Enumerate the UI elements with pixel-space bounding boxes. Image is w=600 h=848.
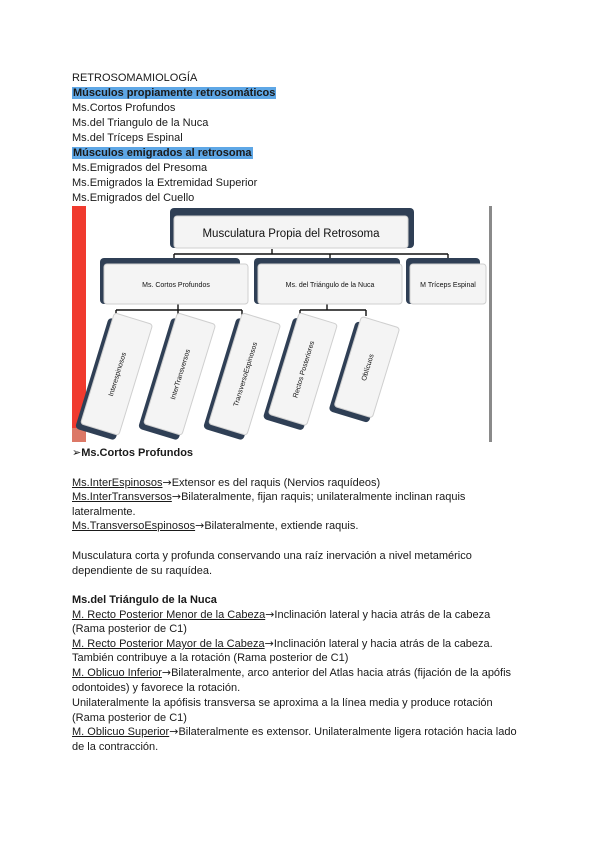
node-triceps-espinal (406, 258, 486, 304)
list-item (72, 490, 465, 504)
section-heading-retrosomaticos (72, 86, 276, 100)
hierarchy-diagram (72, 204, 494, 444)
arrow-icon: → (161, 666, 172, 679)
node-label: Rectos Posteriores (292, 340, 317, 399)
node-label: Ms. Cortos Profundos (142, 282, 210, 289)
muscle-desc: Bilateralmente, extiende raquis. (204, 520, 359, 532)
list-item (72, 637, 493, 651)
section-heading-nuca: Ms.del Triángulo de la Nuca (72, 594, 217, 606)
arrow-icon: → (171, 490, 182, 503)
arrow-bullet-icon: ➢ (72, 447, 82, 459)
node-label: Oblícuos (360, 353, 376, 382)
paragraph-line: dependiente de su raquídea. (72, 565, 213, 577)
list-item (72, 476, 380, 490)
document-title: RETROSOMAMIOLOGÍA (72, 72, 198, 84)
list-item-cont: También contribuye a la rotación (Rama posterior de C1) (72, 652, 349, 664)
arrow-icon: → (195, 519, 205, 532)
muscle-desc: Bilateralmente, fijan raquis; unilateralmente inclinan raquis (181, 491, 466, 503)
muscle-desc: Extensor es del raquis (Nervios raquídeos) (171, 477, 381, 489)
muscle-desc: Inclinación lateral y hacia atrás de la cabeza. (273, 638, 493, 650)
section-heading-emigrados (72, 146, 253, 160)
root-label: Musculatura Propia del Retrosoma (202, 228, 380, 240)
list-item (72, 608, 490, 622)
list-item-cont: odontoides) y favorece la rotación. (72, 682, 241, 694)
root-node (170, 208, 414, 248)
arrow-icon: → (162, 476, 172, 489)
node-label: Interespinosos (108, 351, 129, 398)
list-item (72, 666, 511, 680)
muscle-name: M. Oblicuo Inferior (72, 667, 162, 679)
arrow-icon: → (169, 725, 179, 738)
list-item-cont: Unilateralmente la apófisis transversa se aproxima a la línea media y produce rotación (72, 697, 493, 709)
paragraph-line: Musculatura corta y profunda conservando una raíz inervación a nivel metamérico (72, 550, 472, 562)
arrow-icon: → (265, 608, 275, 621)
list-item: Ms.Emigrados del Presoma (72, 162, 208, 174)
muscle-desc: Bilateralmente, arco anterior del Atlas hacia atrás (fijación de la apófis (171, 667, 512, 679)
node-label: M Tríceps Espinal (420, 282, 476, 289)
list-item-cont: lateralmente. (72, 506, 136, 518)
muscle-name: Ms.InterEspinosos (72, 477, 163, 489)
muscle-name: Ms.TransversoEspinosos (72, 520, 196, 532)
list-item-cont: (Rama posterior de C1) (72, 623, 187, 635)
list-item-cont: de la contracción. (72, 741, 159, 753)
node-label: InterTransversos (170, 348, 193, 401)
muscle-name: M. Oblicuo Superior (72, 726, 170, 738)
muscle-desc: Bilateralmente es extensor. Unilateralmente ligera rotación hacia lado (178, 726, 517, 738)
list-item (72, 519, 358, 533)
muscle-name: M. Recto Posterior Mayor de la Cabeza (72, 638, 265, 650)
node-cortos-profundos (100, 258, 248, 304)
list-item: Ms.del Tríceps Espinal (72, 132, 183, 144)
muscle-name: Ms.InterTransversos (72, 491, 172, 503)
list-item: Ms.Emigrados del Cuello (72, 192, 195, 204)
muscle-desc: Inclinación lateral y hacia atrás de la cabeza (274, 609, 491, 621)
muscle-name: M. Recto Posterior Menor de la Cabeza (72, 609, 266, 621)
list-item: Ms.Emigrados la Extremidad Superior (72, 177, 258, 189)
heading-text: Ms.Cortos Profundos (81, 447, 194, 459)
right-border (489, 206, 492, 442)
node-label: Ms. del Triángulo de la Nuca (285, 282, 375, 289)
list-item-cont: (Rama posterior de C1) (72, 712, 187, 724)
section-heading-cortos (72, 446, 193, 460)
list-item (72, 725, 517, 739)
node-label: TransversoEspinosos (232, 341, 260, 408)
list-item: Ms.del Triangulo de la Nuca (72, 117, 209, 129)
highlighted-heading: Músculos emigrados al retrosoma (73, 147, 252, 159)
arrow-icon: → (264, 637, 274, 650)
list-item: Ms.Cortos Profundos (72, 102, 176, 114)
node-triangulo-nuca (254, 258, 402, 304)
highlighted-heading: Músculos propiamente retrosomáticos (73, 87, 276, 99)
